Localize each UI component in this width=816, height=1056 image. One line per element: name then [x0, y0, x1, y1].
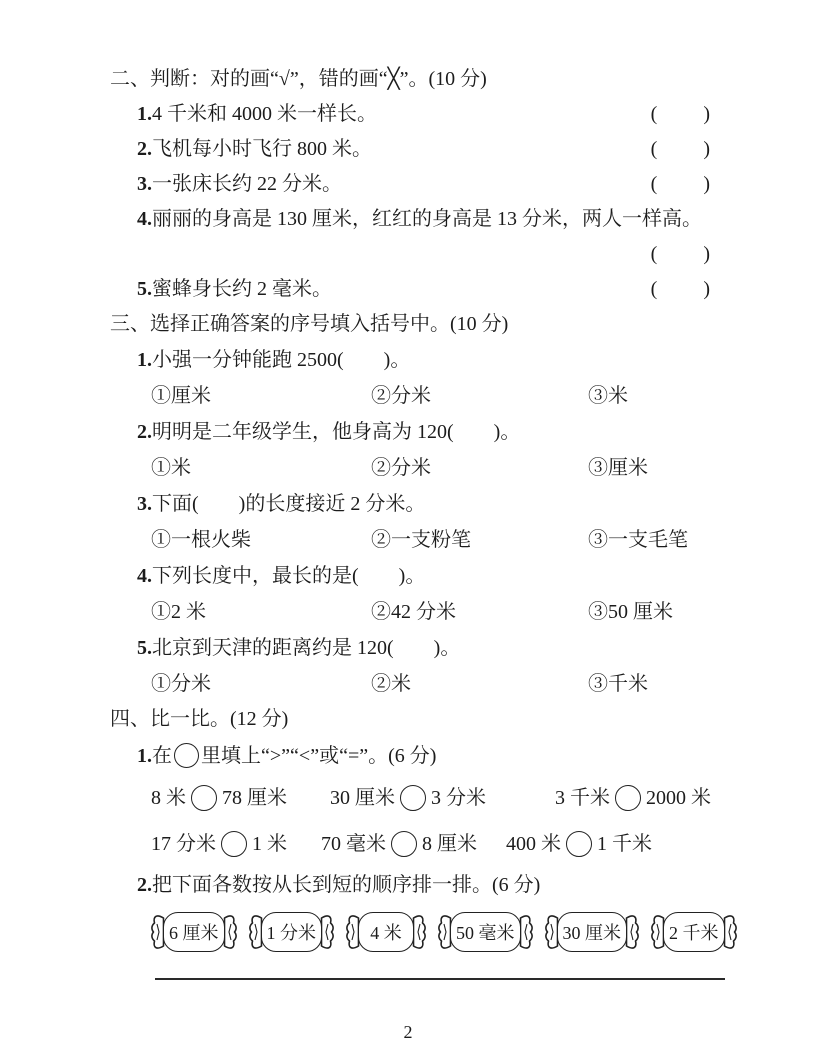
question-number: 4.: [137, 565, 152, 587]
item-number: 4.: [137, 208, 152, 230]
comparison-item: 17 分米 1 米: [151, 833, 287, 855]
compare-circle: [615, 785, 641, 811]
judgement-item: [107, 167, 712, 202]
candy-label: 1 分米: [261, 912, 323, 952]
fill-circle: [174, 743, 199, 768]
judgement-text: 2.飞机每小时飞行 800 米。: [137, 138, 372, 160]
option-1: ①分米: [151, 673, 211, 695]
compare-circle: [391, 831, 417, 857]
candy-wing-icon: [625, 909, 640, 955]
option-2: ②一支粉笔: [371, 529, 471, 551]
section2-title: 二、判断：对的画“√”，错的画“╳”。(10 分): [110, 68, 487, 90]
judgement-item: [107, 132, 712, 167]
comparison-row: [107, 775, 712, 821]
question-number: 3.: [137, 493, 152, 515]
section3-title: 三、选择正确答案的序号填入括号中。(10 分): [110, 313, 509, 335]
candy-item: [437, 909, 534, 955]
choice-options: [107, 522, 712, 558]
question-number: 2.: [137, 421, 152, 443]
option-2: ②分米: [371, 457, 431, 479]
choice-question: 4.下列长度中，最长的是( )。: [137, 565, 426, 587]
judgement-text: 1.4 千米和 4000 米一样长。: [137, 103, 377, 125]
item-number: 3.: [137, 173, 152, 195]
judgement-item-4-bracket-line: [107, 237, 712, 272]
compare-circle: [221, 831, 247, 857]
compare-circle: [400, 785, 426, 811]
judgement-text: 3.一张床长约 22 分米。: [137, 173, 342, 195]
section4-title: 四、比一比。(12 分): [110, 708, 289, 730]
option-2: ②米: [371, 673, 411, 695]
compare-circle: [191, 785, 217, 811]
candy-label: 50 毫米: [450, 912, 521, 952]
item-number: 5.: [137, 278, 152, 300]
page-number: 2: [403, 1022, 413, 1042]
option-1: ①厘米: [151, 385, 211, 407]
option-3: ③50 厘米: [588, 601, 673, 623]
compare-instruction: 1.在 里填上“>”“<”或“=”。(6 分): [137, 745, 437, 767]
compare-circle: [566, 831, 592, 857]
candy-label: 4 米: [358, 912, 414, 952]
candy-wing-icon: [412, 909, 427, 955]
candy-row: [150, 907, 719, 957]
option-3: ③一支毛笔: [588, 529, 688, 551]
answer-bracket: ( ): [650, 103, 712, 125]
candy-wing-icon: [723, 909, 738, 955]
candy-label: 30 厘米: [557, 912, 628, 952]
candy-item: [345, 909, 427, 955]
candy-item: [650, 909, 738, 955]
judgement-text: 5.蜜蜂身长约 2 毫米。: [137, 278, 332, 300]
comparison-item: 70 毫米 8 厘米: [321, 833, 477, 855]
comparison-item: 400 米 1 千米: [506, 833, 652, 855]
candy-label: 2 千米: [663, 912, 725, 952]
answer-bracket: ( ): [650, 173, 712, 195]
answer-blank-line: [155, 978, 725, 980]
question-number: 1.: [137, 745, 152, 767]
candy-item: [150, 909, 238, 955]
answer-bracket: ( ): [650, 278, 712, 300]
option-3: ③厘米: [588, 457, 648, 479]
choice-options: [107, 594, 712, 630]
candy-item: [248, 909, 336, 955]
answer-bracket: ( ): [650, 243, 712, 265]
question-number: 1.: [137, 349, 152, 371]
candy-wing-icon: [320, 909, 335, 955]
candy-wing-icon: [519, 909, 534, 955]
choice-question: 3.下面( )的长度接近 2 分米。: [137, 493, 426, 515]
judgement-item: 4.丽丽的身高是 130 厘米，红红的身高是 13 分米，两人一样高。: [137, 208, 702, 230]
ordering-instruction: 2.把下面各数按从长到短的顺序排一排。(6 分): [137, 874, 541, 896]
question-number: 2.: [137, 874, 152, 896]
candy-wing-icon: [223, 909, 238, 955]
option-3: ③千米: [588, 673, 648, 695]
choice-question: 5.北京到天津的距离约是 120( )。: [137, 637, 461, 659]
choice-options: [107, 450, 712, 486]
item-number: 1.: [137, 103, 152, 125]
comparison-item: 30 厘米 3 分米: [330, 787, 486, 809]
question-number: 5.: [137, 637, 152, 659]
option-2: ②分米: [371, 385, 431, 407]
comparison-row: [107, 821, 712, 867]
choice-options: [107, 666, 712, 702]
option-1: ①一根火柴: [151, 529, 251, 551]
option-2: ②42 分米: [371, 601, 456, 623]
option-1: ①2 米: [151, 601, 206, 623]
option-3: ③米: [588, 385, 628, 407]
choice-options: [107, 378, 712, 414]
choice-question: 2.明明是二年级学生，他身高为 120( )。: [137, 421, 521, 443]
judgement-item: [107, 272, 712, 307]
option-1: ①米: [151, 457, 191, 479]
item-number: 2.: [137, 138, 152, 160]
candy-label: 6 厘米: [163, 912, 225, 952]
answer-bracket: ( ): [650, 138, 712, 160]
candy-item: [544, 909, 641, 955]
comparison-item: 8 米 78 厘米: [151, 787, 287, 809]
judgement-item: [107, 97, 712, 132]
choice-question: 1.小强一分钟能跑 2500( )。: [137, 349, 411, 371]
comparison-item: 3 千米 2000 米: [555, 787, 711, 809]
